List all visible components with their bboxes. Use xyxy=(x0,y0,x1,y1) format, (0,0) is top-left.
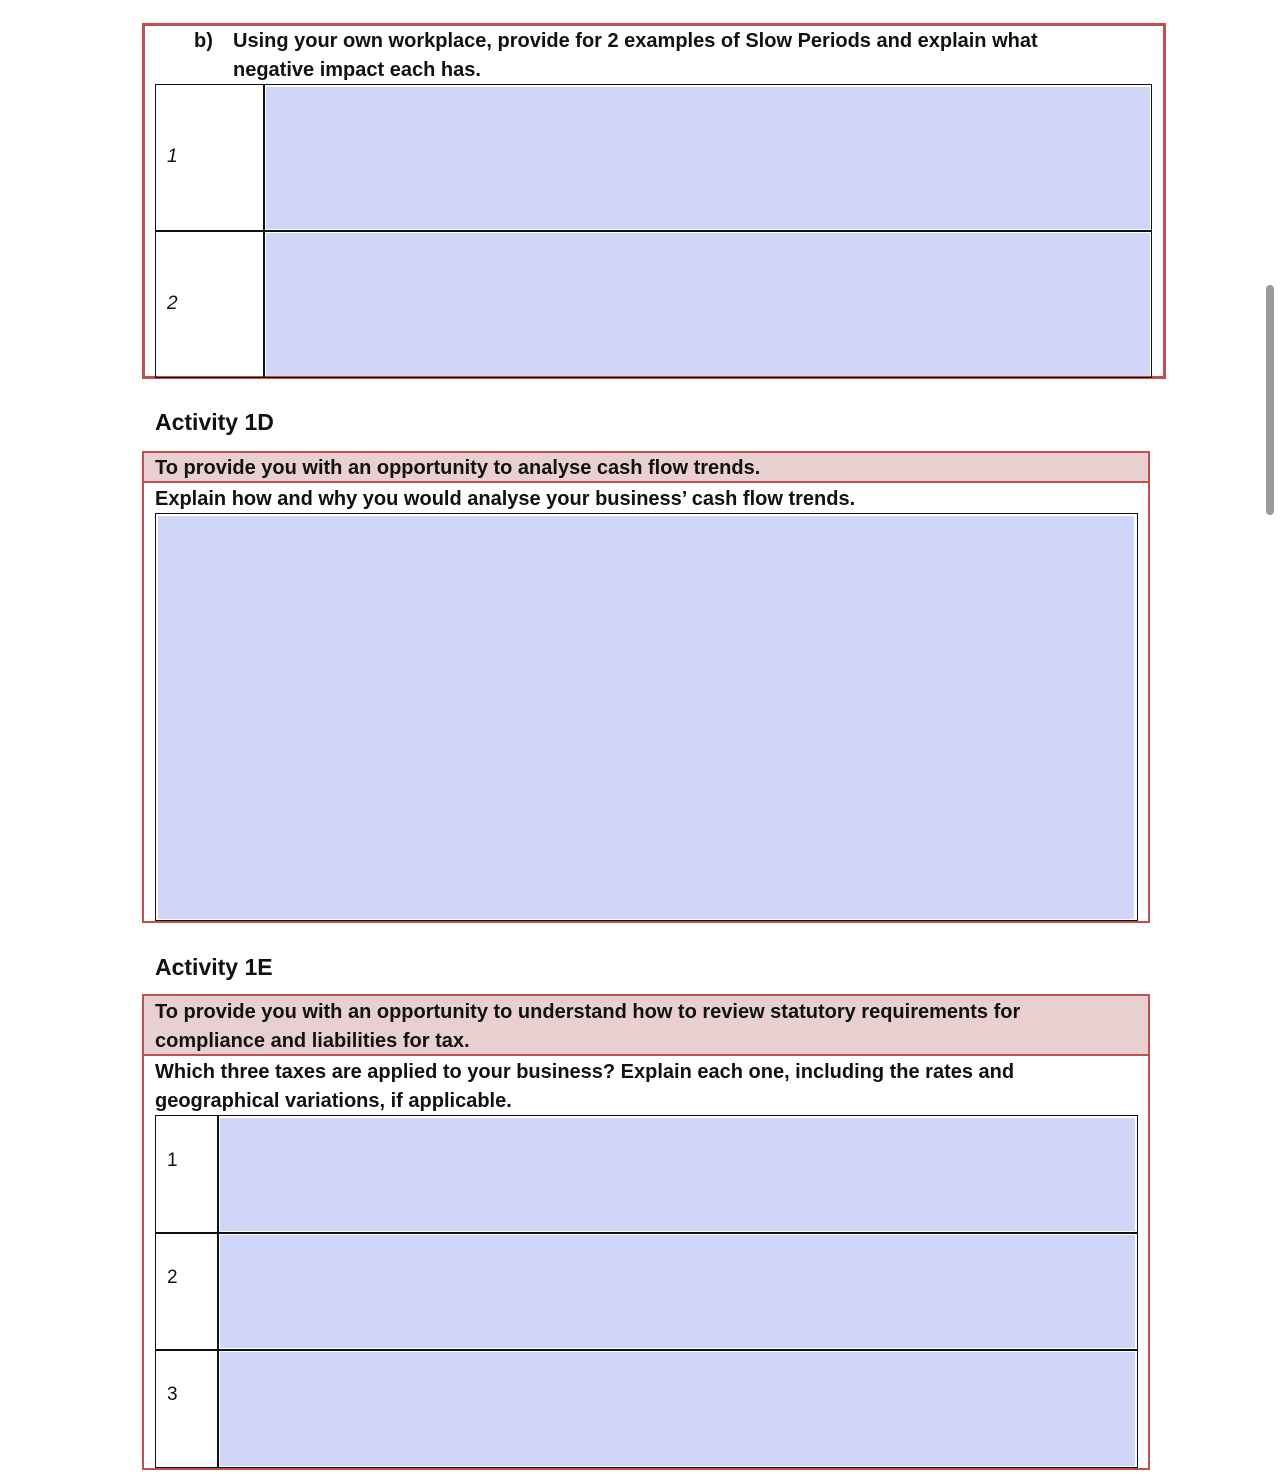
activity-1d-question: Explain how and why you would analyse your business’ cash flow trends. xyxy=(155,488,856,510)
row-number: 3 xyxy=(167,1384,178,1405)
activity-1e-objective-line1: To provide you with an opportunity to understand how to review statutory requirements for xyxy=(155,1001,1021,1023)
table-divider xyxy=(217,1115,219,1468)
vertical-scrollbar-thumb[interactable] xyxy=(1266,285,1274,515)
question-label: b) xyxy=(194,30,213,52)
question-text-line2: negative impact each has. xyxy=(233,59,481,81)
activity-1e-question-line2: geographical variations, if applicable. xyxy=(155,1090,512,1112)
slow-period-answer-2[interactable] xyxy=(266,233,1150,376)
activity-1d-heading: Activity 1D xyxy=(155,409,274,435)
table-row-divider xyxy=(155,230,1152,232)
table-row-divider xyxy=(155,1349,1138,1351)
activity-1e-heading: Activity 1E xyxy=(155,954,273,980)
question-text-line1: Using your own workplace, provide for 2 examples of Slow Periods and explain what xyxy=(233,30,1038,52)
activity-1d-answer[interactable] xyxy=(158,516,1134,919)
slow-period-answer-1[interactable] xyxy=(266,87,1150,229)
row-number: 1 xyxy=(167,1150,178,1171)
tax-answer-2[interactable] xyxy=(220,1235,1135,1348)
activity-1d-objective: To provide you with an opportunity to analyse cash flow trends. xyxy=(155,457,761,479)
row-number: 2 xyxy=(167,293,178,314)
row-number: 2 xyxy=(167,1267,178,1288)
table-row-divider xyxy=(155,1232,1138,1234)
activity-1e-question-line1: Which three taxes are applied to your business? Explain each one, including the rates and xyxy=(155,1061,1015,1083)
activity-1e-objective-line2: compliance and liabilities for tax. xyxy=(155,1030,470,1052)
tax-answer-1[interactable] xyxy=(220,1118,1135,1231)
tax-answer-3[interactable] xyxy=(220,1352,1135,1466)
row-number: 1 xyxy=(167,146,178,167)
